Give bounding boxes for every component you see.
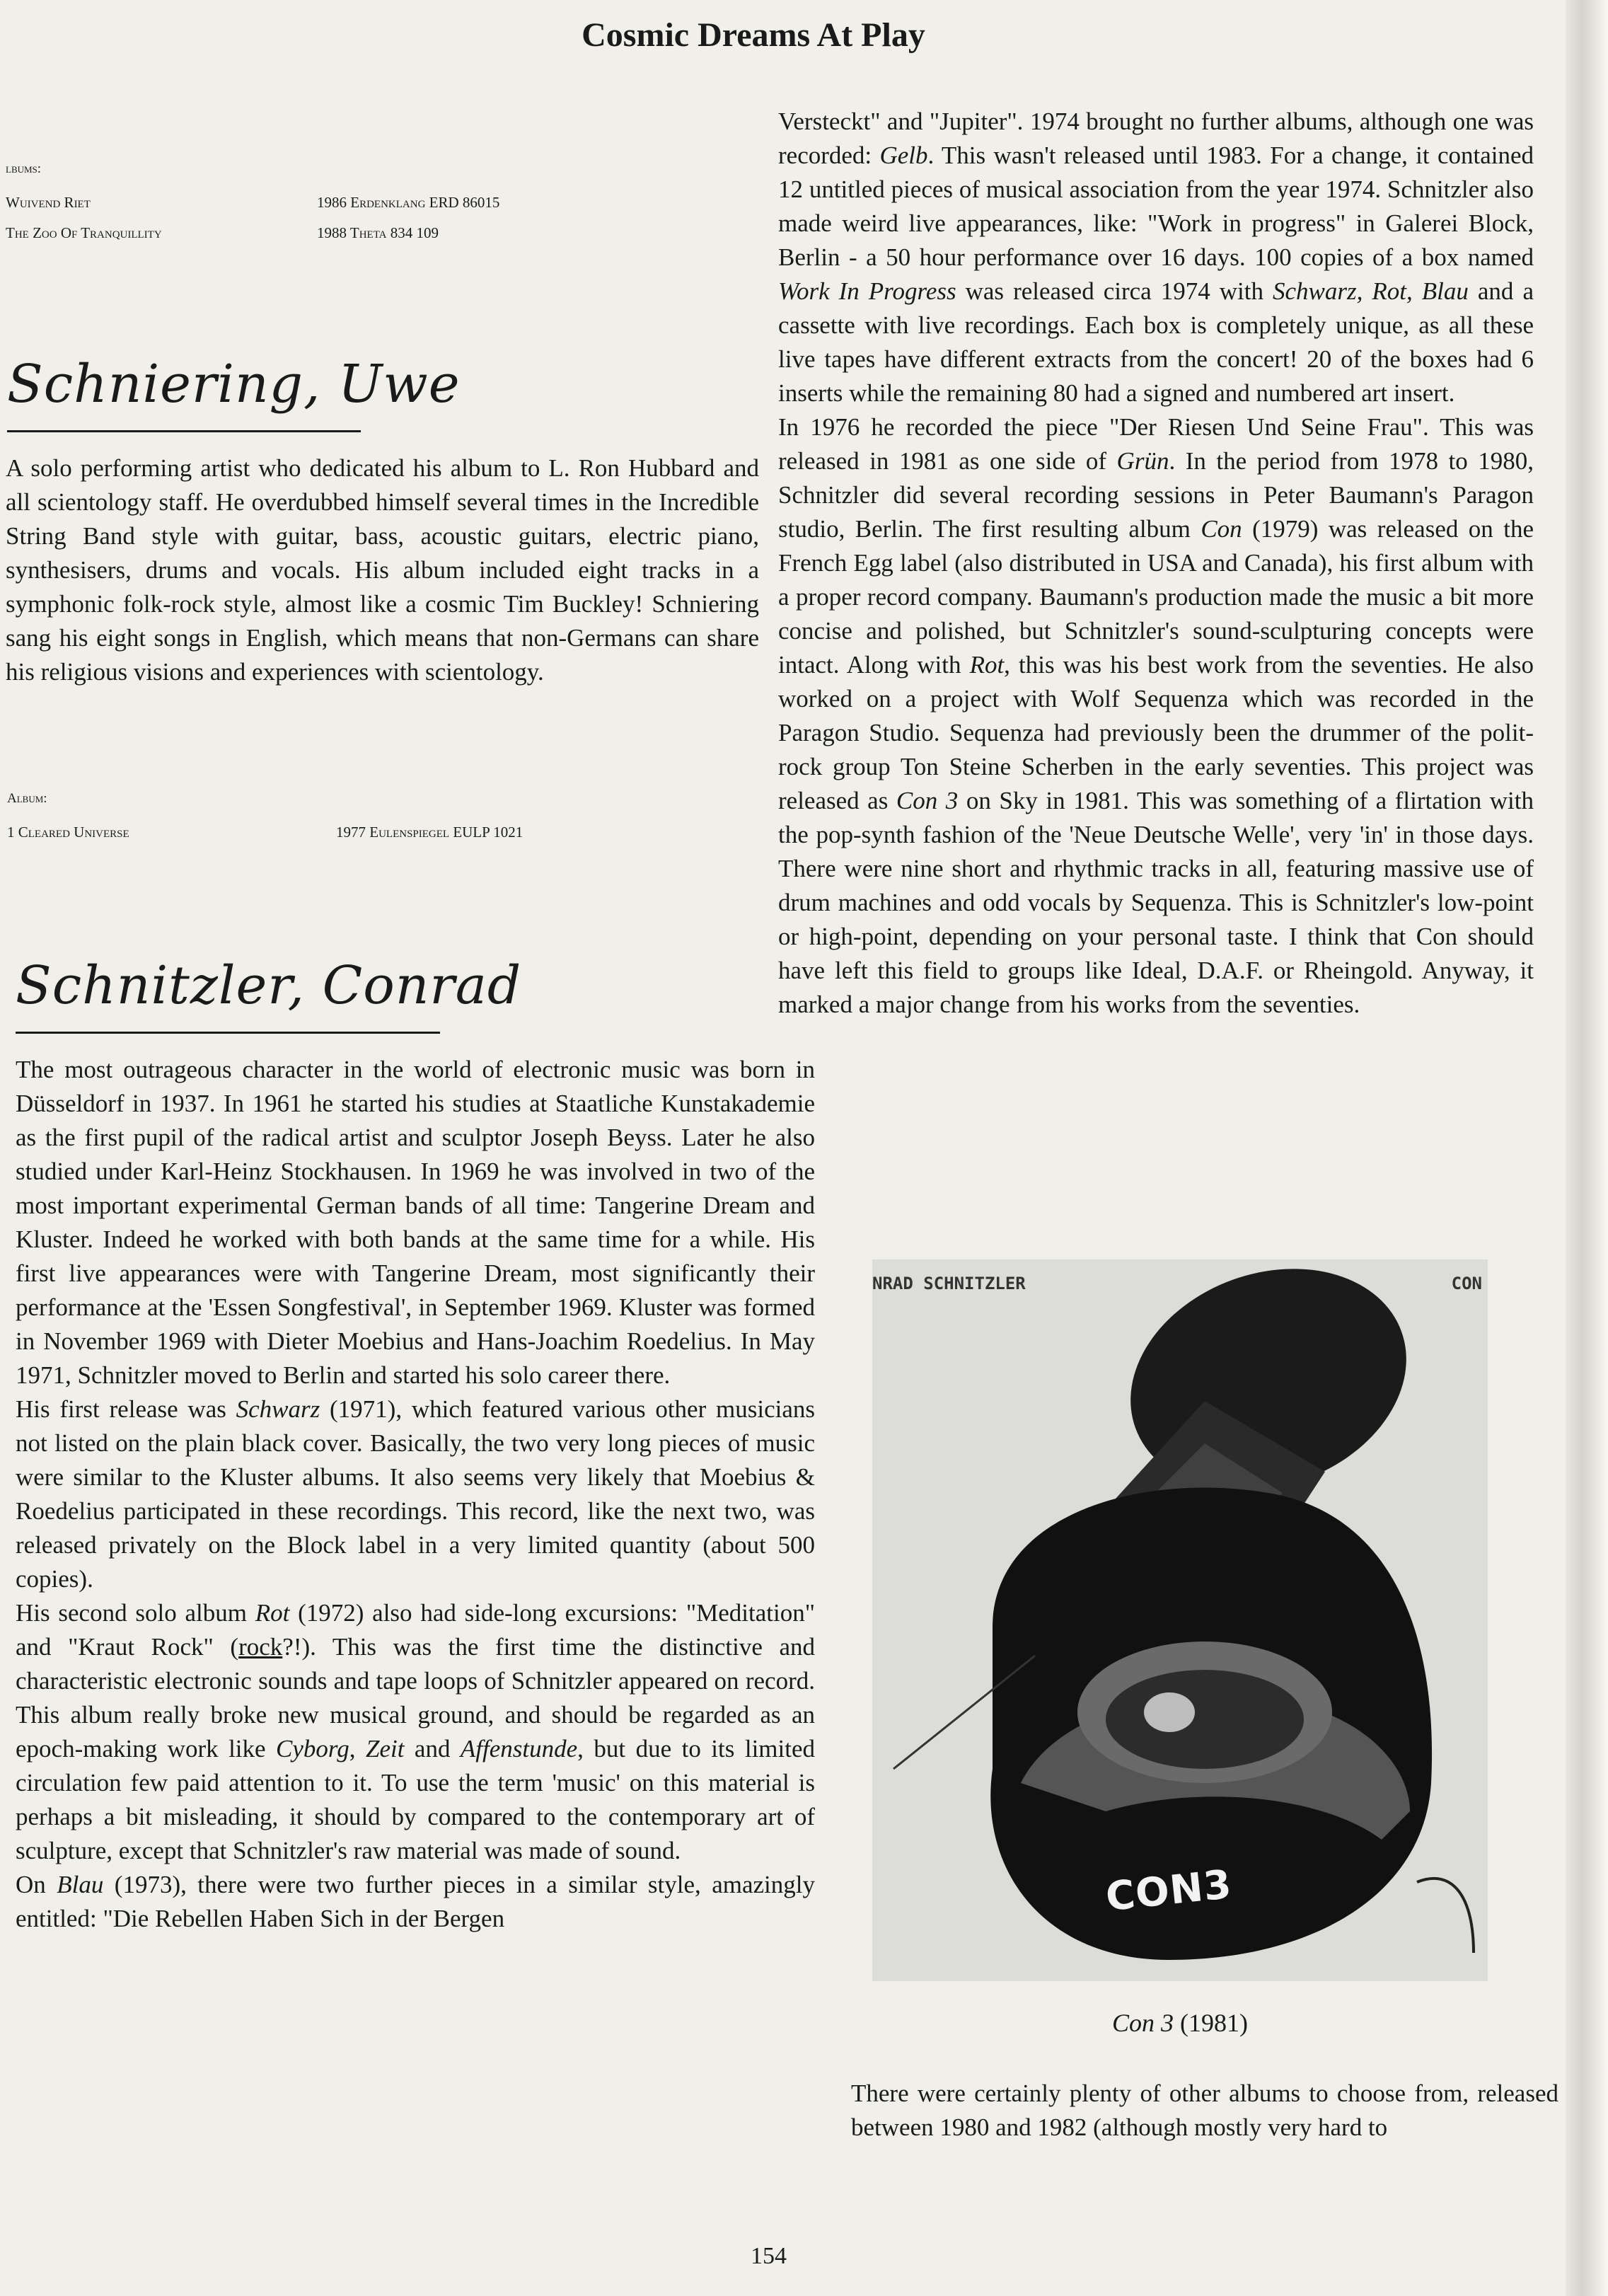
album-list-top <box>6 161 770 255</box>
album-release: 1977 Eulenspiegel EULP 1021 <box>336 824 524 841</box>
schniering-bio <box>6 451 759 689</box>
name-underline <box>16 1032 440 1034</box>
page-gutter <box>1566 0 1608 2296</box>
album-row <box>6 224 770 242</box>
artist-name-schnitzler: Schnitzler, Conrad <box>16 955 522 1016</box>
album-list-schniering <box>7 791 771 854</box>
running-header: Cosmic Dreams At Play <box>582 16 925 54</box>
album-row <box>7 824 771 841</box>
bio-paragraph: In 1976 he recorded the piece "Der Riesen Und Seine Frau". This was released in 1981 as one side of Grün. In the period from 1978 to 1980, Schnitzler did several recording sessions in Peter Baumann's Paragon studio, Berlin. The first resulting album Con (1979) was released on the French Egg label (also distributed in USA and Canada), his first album with a proper record company. Baumann's production made the music a bit more concise and polished, but Schnitzler's sound-sculpturing concepts were intact. Along with Rot, this was his best work from the seventies. He also worked on a project with Wolf Sequenza which was recorded in the Paragon Studio. Sequenza had previously been the drummer of the polit-rock group Ton Steine Scherben in the early seventies. This project was released as Con 3 on Sky in 1981. This was something of a flirtation with the pop-synth fashion of the 'Neue Deutsche Welle', very 'in' in those days. There were nine short and rhythmic tracks in all, featuring massive use of drum machines and odd vocals by Sequenza. This is Schnitzler's low-point or high-point, depending on your personal taste. I think that Con should have left this field to groups like Ideal, D.A.F. or Rheingold. Anyway, it marked a major change from his works from the seventies. <box>778 413 1534 1018</box>
cover-title-text: CON <box>1451 1274 1482 1293</box>
bio-paragraph: There were certainly plenty of other albums to choose from, released between 1980 and 1982 (although mostly very hard to <box>851 2079 1558 2141</box>
schnitzler-bio-left <box>16 1053 815 1936</box>
schnitzler-bio-right-bottom <box>851 2077 1558 2145</box>
album-release: 1988 Theta 834 109 <box>317 224 439 241</box>
bio-paragraph: His second solo album Rot (1972) also had side-long excursions: "Meditation" and "Kraut Rock" (rock?!). This was the first time the distinctive and characteristic electronic sounds and tape loops of Schnitzler appeared on record. This album really broke new musical ground, and should be regarded as an epoch-making work like Cyborg, Zeit and Affenstunde, but due to its limited circulation few paid attention to it. To use the term 'music' on this material is perhaps a bit misleading, it should by compared to the contemporary art of sculpture, except that Schnitzler's raw material was made of sound. <box>16 1599 815 1864</box>
album-list-heading: Album: <box>7 791 47 806</box>
album-title: The Zoo Of Tranquillity <box>6 224 162 241</box>
album-row <box>6 194 770 212</box>
bio-paragraph: On Blau (1973), there were two further pieces in a similar style, amazingly entitled: "Die Rebellen Haben Sich in der Bergen <box>16 1871 816 1932</box>
bio-paragraph: A solo performing artist who dedicated his album to L. Ron Hubbard and all scientology staff. He overdubbed himself several times in the Incredible String Band style with guitar, bass, acoustic guitars, electric piano, synthesisers, drums and vocals. His album included eight tracks in a symphonic folk-rock style, almost like a cosmic Tim Buckley! Schniering sang his eight songs in English, which means that non-Germans can share his religious visions and experiences with scientology. <box>6 454 759 686</box>
name-underline <box>7 430 361 432</box>
page-number: 154 <box>751 2243 787 2269</box>
album-cover-figure <box>872 1259 1488 1981</box>
bio-paragraph: Versteckt" and "Jupiter". 1974 brought no further albums, although one was recorded: Gelb. This wasn't released until 1983. For a change, it contained 12 untitled pieces of musical association from the year 1974. Schnitzler also made weird live appearances, like: "Work in progress" in Galerei Block, Berlin - a 50 hour performance over 16 days. 100 copies of a box named Work In Progress was released circa 1974 with Schwarz, Rot, Blau and a cassette with live recordings. Each box is completely unique, as all these live tapes have different extracts from the concert! 20 of the boxes had 6 inserts while the remaining 80 had a signed and numbered art insert. <box>778 108 1534 407</box>
schnitzler-bio-right <box>778 105 1534 1022</box>
album-title: Wuivend Riet <box>6 194 91 211</box>
album-title: 1 Cleared Universe <box>7 824 129 841</box>
cover-artist-text: NRAD SCHNITZLER <box>872 1274 1026 1293</box>
album-list-heading: lbums: <box>6 161 42 176</box>
artist-name-schniering: Schniering, Uwe <box>7 354 461 415</box>
album-release: 1986 Erdenklang ERD 86015 <box>317 194 500 211</box>
cover-con3-label: CON3 <box>1104 1861 1234 1921</box>
figure-caption: Con 3 (1981) <box>1112 2009 1248 2037</box>
bio-paragraph: His first release was Schwarz (1971), which featured various other musicians not listed on the plain black cover. Basically, the two very long pieces of music were similar to the Kluster albums. It also seems very likely that Moebius & Roedelius participated in these recordings. This record, like the next two, was released privately on the Block label in a very limited quantity (about 500 copies). <box>16 1395 815 1593</box>
bio-paragraph: The most outrageous character in the world of electronic music was born in Düsseldorf in 1937. In 1961 he started his studies at Staatliche Kunstakademie as the first pupil of the radical artist and sculptor Joseph Beyss. Later he also studied under Karl-Heinz Stockhausen. In 1969 he was involved in two of the most important experimental German bands of all time: Tangerine Dream and Kluster. Indeed he worked with both bands at the same time for a while. His first live appearances were with Tangerine Dream, most significantly their performance at the 'Essen Songfestival', in September 1969. Kluster was formed in November 1969 with Dieter Moebius and Hans-Joachim Roedelius. In May 1971, Schnitzler moved to Berlin and started his solo career there. <box>16 1056 815 1389</box>
